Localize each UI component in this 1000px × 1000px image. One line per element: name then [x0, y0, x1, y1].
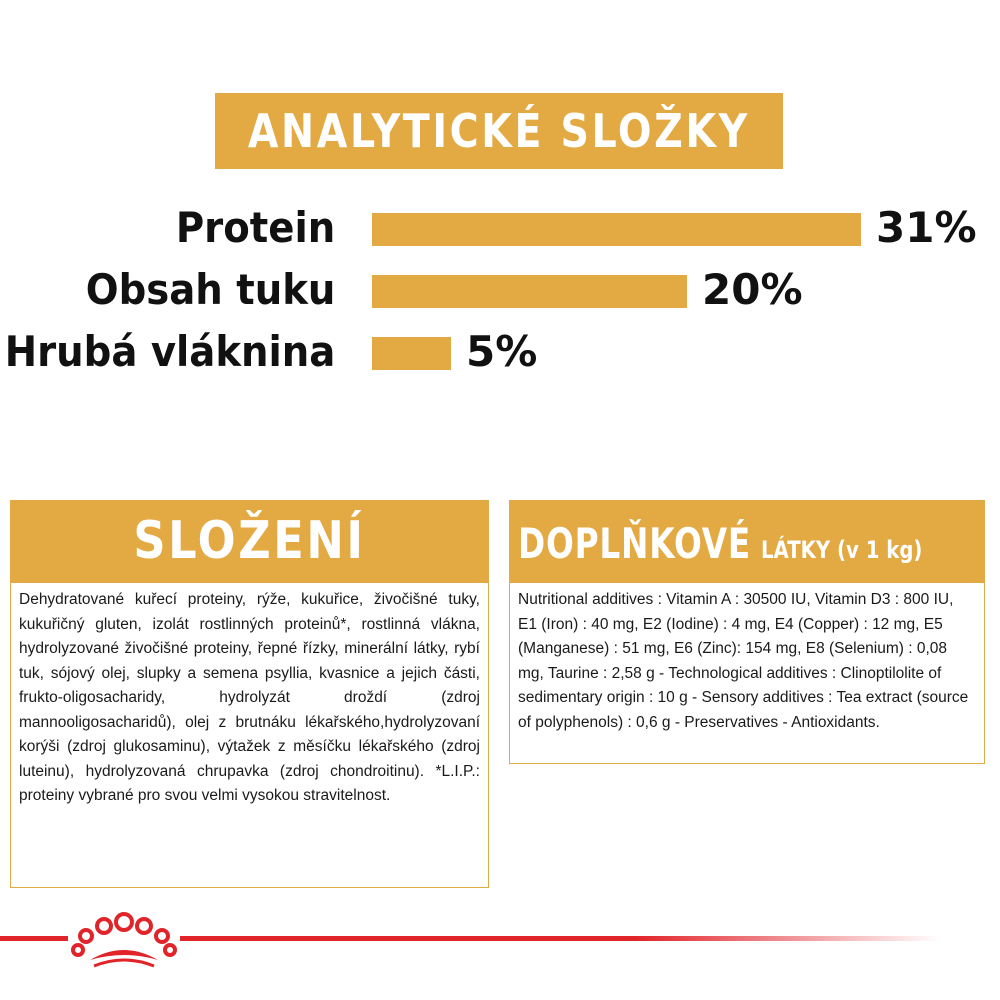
footer-line-right: [180, 936, 940, 941]
nutrient-value-label: 20%: [702, 265, 803, 314]
composition-header: [11, 501, 488, 583]
nutrient-label: Protein: [175, 203, 335, 252]
analytics-banner: [215, 93, 783, 169]
nutrient-value-label: 31%: [876, 203, 977, 252]
composition-box: [10, 500, 489, 888]
nutrient-value-label: 5%: [466, 327, 538, 376]
nutrient-bar: [372, 337, 451, 370]
additives-box: [509, 500, 985, 764]
analytics-title: ANALYTICKÉ SLOŽKY: [248, 104, 750, 158]
footer-line-left: [0, 936, 68, 941]
additives-subtitle: LÁTKY (v 1 kg): [760, 536, 923, 564]
nutrient-label: Hrubá vláknina: [4, 327, 335, 376]
additives-text: Nutritional additives : Vitamin A : 30500 IU, Vitamin D3 : 800 IU, E1 (Iron) : 40 mg, E2 (Iodine) : 4 mg, E4 (Copper) : 12 mg, E5 (Manganese) : 51 mg, E6 (Zinc): 154 mg, E8 (Selenium) : 0,08 mg, Taurine : 2,58 g - Technological additives : Clinoptilolite of sedimentary origin : 10 g - Sensory additives : Tea extract (source of polyphenols) : 0,6 g - Preservatives - Antioxidants.: [518, 591, 969, 731]
additives-title: DOPLŇKOVÉ: [518, 519, 751, 568]
nutrient-label: Obsah tuku: [85, 265, 335, 314]
nutrient-bar: [372, 275, 687, 308]
additives-header: [510, 501, 984, 583]
nutrient-bar: [372, 213, 861, 246]
crown-icon: [68, 910, 180, 972]
composition-text: Dehydratované kuřecí proteiny, rýže, kukuřice, živočišné tuky, kukuřičný gluten, izolát rostlinných proteinů*, rostlinná vlákna, hydrolyzované živočišné proteiny, řepné řízky, minerální látky, rybí tuk, sójový olej, slupky a semena psyllia, kvasnice a jejich části, frukto-oligosacharidy, hydrolyzát droždí (zdroj mannooligosacharidů), olej z brutnáku lékařského,hydrolyzovaní korýši (zdroj glukosaminu), výtažek z měsíčku lékařského (zdroj luteinu), hydrolyzovaná chrupavka (zdroj chondroitinu). *L.I.P.: proteiny vybrané pro svou velmi vysokou stravitelnost.: [19, 591, 480, 804]
composition-title: SLOŽENÍ: [133, 511, 366, 571]
